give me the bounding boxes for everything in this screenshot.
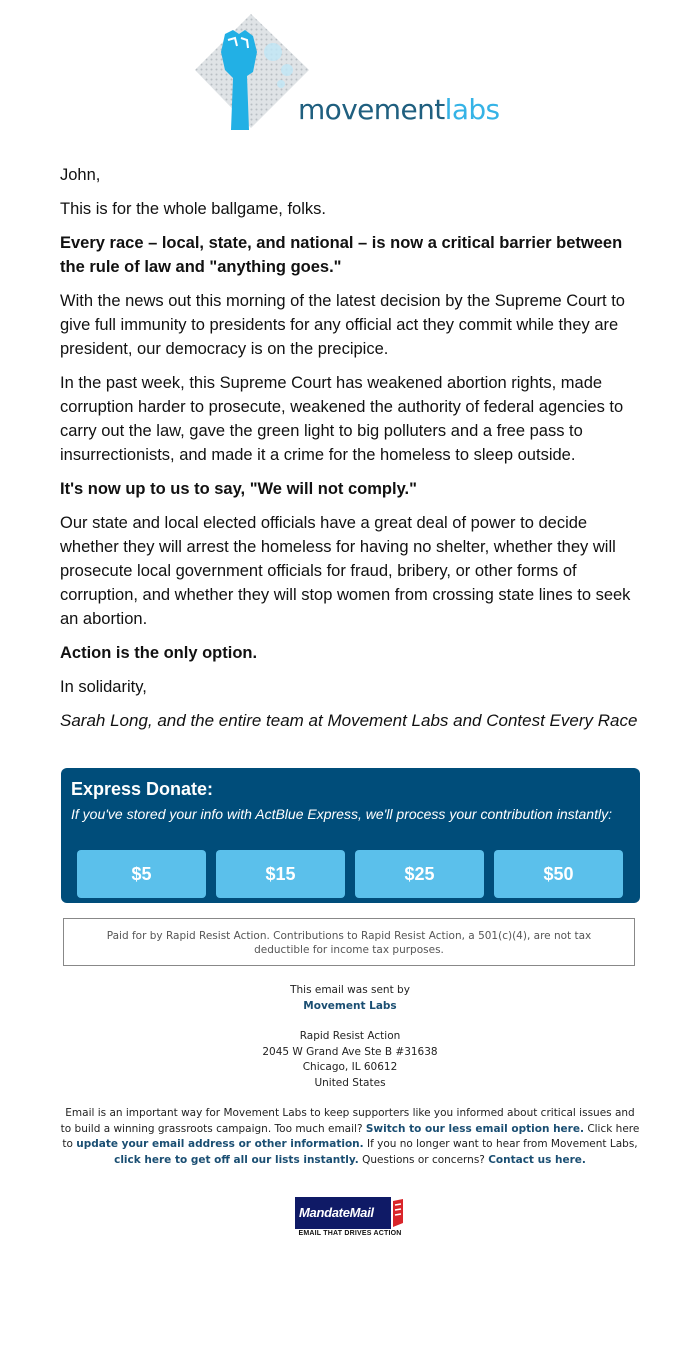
donate-subtitle: If you've stored your info with ActBlue Express, we'll process your contribution instantly: [71, 806, 612, 822]
donate-5-button[interactable]: $5 [77, 850, 206, 898]
flag-icon [391, 1197, 405, 1229]
mandatemail-tagline: EMAIL THAT DRIVES ACTION [298, 1230, 402, 1237]
pref-text-3: If you no longer want to hear from Movement Labs, [366, 1138, 638, 1150]
logo-wordmark [298, 93, 500, 126]
signature: Sarah Long, and the entire team at Movement Labs and Contest Every Race [60, 711, 638, 730]
paragraph-6: Our state and local elected officials have a great deal of power to decide whether they will arrest the homeless for having no shelter, whether they will prosecute local government officials for fraud, bribery, or other forms of corruption, and whether they will stop women from crossing state lines to seek an abortion. [60, 514, 631, 628]
donate-15-button[interactable]: $15 [216, 850, 345, 898]
less-email-link[interactable]: Switch to our less email option here. [365, 1122, 584, 1135]
paragraph-4: In the past week, this Supreme Court has weakened abortion rights, made corruption harder to prosecute, weakened the authority of federal agencies to carry out the law, gave the green light to big polluters and a free pass to insurrectionists, and made it a crime for the homeless to sleep outside. [60, 374, 624, 464]
mandatemail-logo-box [295, 1197, 405, 1229]
paragraph-5: It's now up to us to say, "We will not comply." [60, 480, 417, 498]
movement-labs-logo[interactable] [195, 12, 505, 137]
mandatemail-name: MandateMail [299, 1205, 374, 1220]
unsubscribe-link[interactable]: click here to get off all our lists instantly. [114, 1153, 359, 1166]
postal-address [60, 1029, 640, 1091]
pref-text-2: Click here to [62, 1122, 640, 1150]
paid-for-disclaimer: Paid for by Rapid Resist Action. Contributions to Rapid Resist Action, a 501(c)(4), are not tax deductible for income tax purposes. [63, 918, 635, 966]
paragraph-3: With the news out this morning of the latest decision by the Supreme Court to give full immunity to presidents for any official act they commit while they are president, our democracy is on the precipice. [60, 292, 625, 358]
sent-by-label: This email was sent by [290, 984, 410, 996]
logo-word-movement: movement [298, 93, 445, 126]
express-donate-panel [61, 768, 640, 903]
sender-link[interactable]: Movement Labs [303, 999, 397, 1012]
mandatemail-badge[interactable] [295, 1197, 405, 1241]
donate-50-button[interactable]: $50 [494, 850, 623, 898]
greeting: John, [60, 166, 101, 184]
address-country: United States [314, 1076, 386, 1089]
paragraph-1: This is for the whole ballgame, folks. [60, 200, 326, 218]
sent-by-block [60, 983, 640, 1014]
org-name: Rapid Resist Action [299, 1030, 401, 1042]
update-info-link[interactable]: update your email address or other information. [76, 1138, 364, 1150]
email-preferences-text [60, 1106, 640, 1168]
donate-25-button[interactable]: $25 [355, 850, 484, 898]
pref-text-1: Email is an important way for Movement Labs to keep supporters like you informed about critical issues and to build a winning grassroots campaign. Too much email? [60, 1107, 635, 1135]
pref-text-4: Questions or concerns? [362, 1153, 485, 1166]
contact-us-link[interactable]: Contact us here. [488, 1153, 586, 1166]
paragraph-7: Action is the only option. [60, 644, 258, 662]
donate-title: Express Donate: [71, 779, 214, 799]
logo-word-labs: labs [444, 93, 500, 126]
closing: In solidarity, [60, 678, 147, 696]
paragraph-2: Every race – local, state, and national – is now a critical barrier between the rule of law and "anything goes." [60, 234, 623, 276]
email-body [60, 163, 650, 743]
address-line-1: 2045 W Grand Ave Ste B #31638 [262, 1045, 438, 1058]
address-line-2: Chicago, IL 60612 [302, 1061, 398, 1073]
